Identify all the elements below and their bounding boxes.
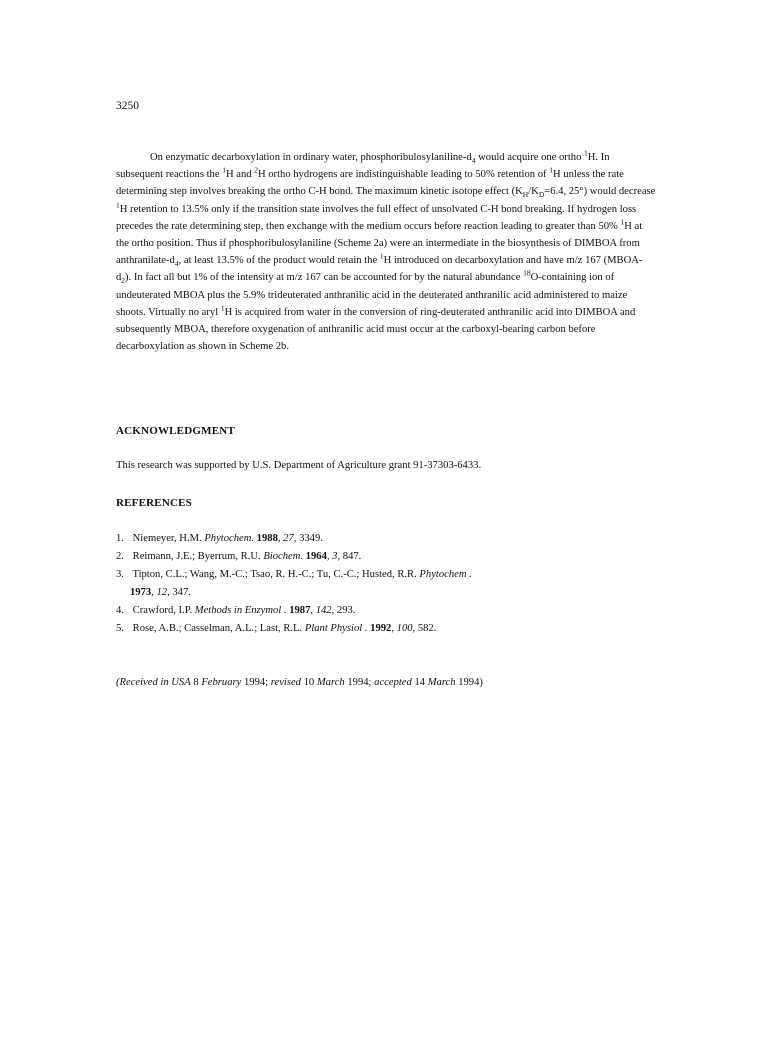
acknowledgment-text: This research was supported by U.S. Department of Agriculture grant 91-37303-6433. xyxy=(116,460,482,471)
text-run: On enzymatic decarboxylation in ordinary water, phosphoribulosylaniline-d xyxy=(150,152,472,163)
reference-authors: Niemeyer, H.M. xyxy=(132,533,205,544)
reference-pages: 3349. xyxy=(296,533,323,544)
superscript: 1 xyxy=(379,251,384,261)
reference-volume: , 142, xyxy=(310,604,335,616)
month: March xyxy=(427,677,456,688)
reference-pages: 582. xyxy=(415,623,437,635)
revised-label: revised xyxy=(270,677,301,688)
references-heading: REFERENCES xyxy=(116,497,192,509)
reference-number: 4. xyxy=(116,604,124,616)
text-run: O-containing ion of undeuterated MBOA plus the 5.9% trideuterated anthranilic acid in the deuterated anthranilic acid administered to maize shoots. Virtually no aryl xyxy=(116,272,628,318)
text-run: H. In subsequent reactions the xyxy=(116,152,610,181)
subscript: 4 xyxy=(174,259,179,269)
text-run: 8 xyxy=(190,677,202,688)
superscript: 1 xyxy=(222,165,226,175)
superscript: 1 xyxy=(220,303,225,313)
text-run: 1994) xyxy=(455,677,483,688)
reference-pages: 847. xyxy=(340,551,362,563)
reference-continuation xyxy=(116,584,656,601)
reference-pages: 293. xyxy=(334,604,356,616)
superscript: 2 xyxy=(254,165,258,175)
text-run: H ortho hydrogens are indistinguishable leading to 50% retention of xyxy=(257,169,550,181)
received-dates xyxy=(116,677,483,688)
reference-journal: Plant Physiol . xyxy=(304,623,368,635)
month: March xyxy=(316,677,345,688)
month: February xyxy=(201,677,242,688)
subscript: 2 xyxy=(121,276,126,286)
subscript: H xyxy=(522,190,529,200)
text-run: 14 xyxy=(411,677,428,688)
reference-number: 3. xyxy=(116,569,124,581)
reference-pages: 347. xyxy=(169,586,191,598)
reference-item xyxy=(116,620,656,637)
superscript: 1 xyxy=(549,165,553,175)
reference-authors: Crawford, I.P. xyxy=(132,604,195,616)
text-run: 10 xyxy=(300,677,317,688)
reference-journal: Phytochem. xyxy=(204,533,255,544)
text-run: H and xyxy=(225,169,255,181)
superscript: 1 xyxy=(116,200,120,210)
text-run: H unless the rate determining step involves breaking the ortho C-H bond. The maximum kinetic isotope effect (K xyxy=(116,169,624,198)
text-run: H is acquired from water in the conversion of ring-deuterated anthranilic acid into DIMBOA and subsequently MBOA, therefore oxygenation of anthranilic acid must occur at the carboxyl-bearing carbon before decarboxylation as shown in Scheme 2b. xyxy=(116,306,636,353)
reference-journal: Biochem. xyxy=(263,551,304,563)
superscript: 1 xyxy=(584,148,588,158)
text-run: /K xyxy=(528,186,539,198)
text-run: =6.4, 25°) would decrease xyxy=(544,186,656,198)
reference-year: 1973 xyxy=(130,586,152,598)
text-run: ). In fact all but 1% of the intensity at m/z 167 can be accounted for by the natural abundance xyxy=(125,272,524,284)
reference-number: 2. xyxy=(116,551,124,563)
reference-authors: Tipton, C.L.; Wang, M.-C.; Tsao, R. H.-C.; Tu, C.-C.; Husted, R.R. xyxy=(132,569,420,581)
reference-item xyxy=(116,530,656,547)
main-paragraph xyxy=(116,149,656,355)
subscript: D xyxy=(538,190,545,200)
reference-authors: Rose, A.B.; Casselman, A.L.; Last, R.L. xyxy=(132,623,305,635)
received-label: (Received in USA xyxy=(116,677,191,688)
reference-list xyxy=(116,530,656,638)
page-number: 3250 xyxy=(116,100,139,112)
superscript: 18 xyxy=(523,268,531,278)
reference-year: 1987 xyxy=(286,604,311,616)
text-run: 1994; xyxy=(344,677,375,688)
reference-authors: Reimann, J.E.; Byerrum, R.U. xyxy=(132,551,264,563)
reference-number: 1. xyxy=(116,533,124,544)
reference-year: 1964 xyxy=(303,551,327,563)
text-run: H retention to 13.5% only if the transition state involves the full effect of unsolvated C-H bond breaking. If hydrogen loss precedes the rate determining step, then exchange with the medium occurs before reaction leading to greater than 50% xyxy=(116,203,637,232)
reference-volume: , 27, xyxy=(277,533,297,544)
reference-volume: , 3, xyxy=(326,551,341,563)
superscript: 1 xyxy=(620,217,625,227)
reference-item xyxy=(116,548,656,565)
reference-number: 5. xyxy=(116,623,124,635)
text-run: , at least 13.5% of the product would retain the xyxy=(178,255,380,267)
reference-year: 1992 xyxy=(367,623,392,635)
reference-volume: , 12, xyxy=(151,586,170,598)
subscript: 4 xyxy=(471,156,476,166)
reference-item xyxy=(116,566,656,600)
reference-year: 1988 xyxy=(254,533,278,544)
reference-journal: Methods in Enzymol . xyxy=(194,604,287,616)
acknowledgment-heading: ACKNOWLEDGMENT xyxy=(116,425,235,437)
reference-item xyxy=(116,602,656,619)
accepted-label: accepted xyxy=(374,677,412,688)
text-run: would acquire one ortho xyxy=(475,152,585,163)
text-run: H at the ortho position. Thus if phosphoribulosylaniline (Scheme 2a) were an intermediate in the biosynthesis of DIMBOA from anthranilate-d xyxy=(116,220,643,267)
text-run: 1994; xyxy=(241,677,271,688)
reference-journal: Phytochem . xyxy=(419,569,472,581)
reference-volume: , 100, xyxy=(391,623,416,635)
text-run: H introduced on decarboxylation and have m/z 167 (MBOA-d xyxy=(116,255,643,284)
